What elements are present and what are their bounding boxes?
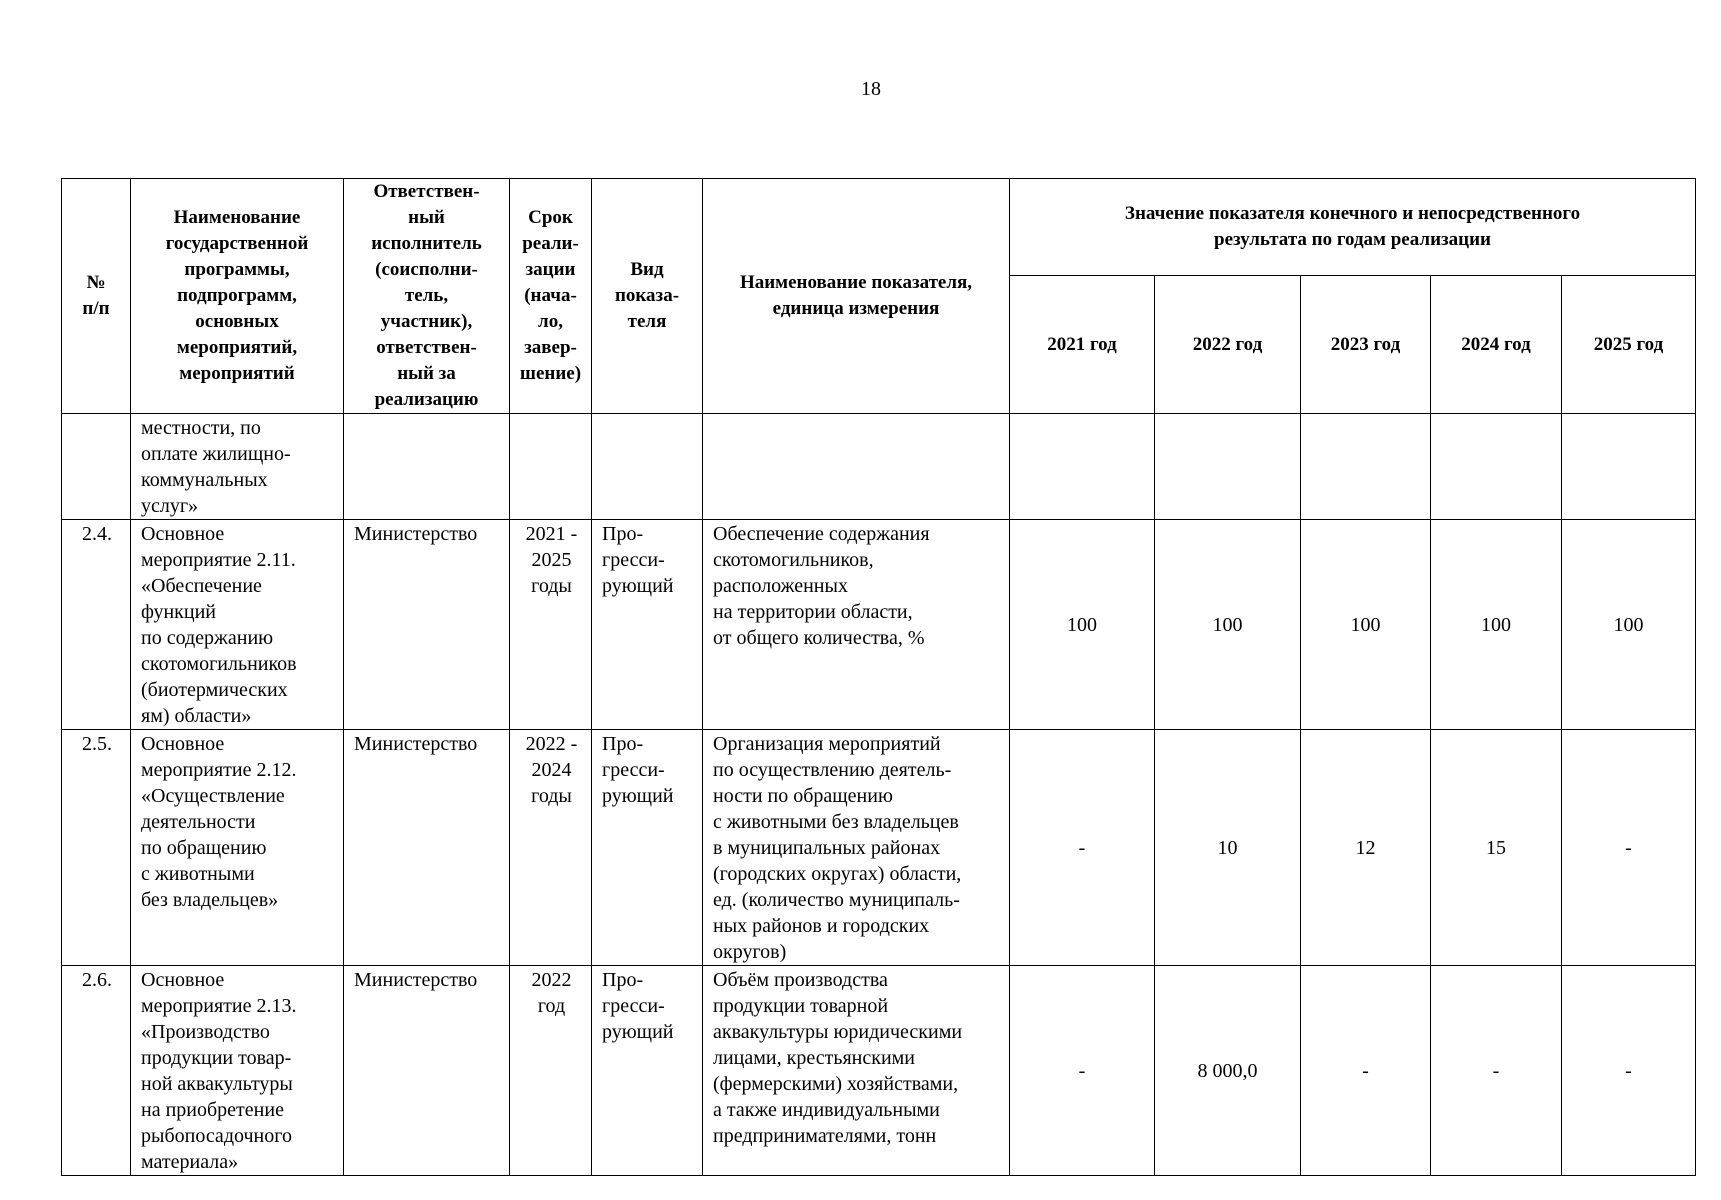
- table-row: [62, 966, 1696, 1176]
- row-indicator-type: [592, 414, 703, 520]
- row-value: 100: [1431, 520, 1562, 730]
- row-program-name: Основное мероприятие 2.12. «Осуществление деятельности по обращению с животными без владельцев»: [131, 730, 344, 966]
- row-value: -: [1562, 730, 1696, 966]
- row-responsible: Министерство: [344, 966, 510, 1176]
- header-program-name: Наименование государственной программы, подпрограмм, основных мероприятий, мероприятий: [131, 179, 344, 414]
- row-indicator-type: Про- гресси- рующий: [592, 520, 703, 730]
- row-value: 12: [1301, 730, 1431, 966]
- row-value: -: [1010, 966, 1155, 1176]
- header-year: 2024 год: [1431, 276, 1562, 414]
- header-responsible: Ответствен- ный исполнитель (соисполни- тель, участник), ответствен- ный за реализацию: [344, 179, 510, 414]
- indicators-table: [61, 178, 1696, 1176]
- row-indicator-name: Обеспечение содержания скотомогильников, расположенных на территории области, от общего количества, %: [703, 520, 1010, 730]
- row-num: 2.6.: [62, 966, 131, 1176]
- header-indicator-type: Вид показа- теля: [592, 179, 703, 414]
- row-num: 2.5.: [62, 730, 131, 966]
- row-indicator-name: [703, 414, 1010, 520]
- row-program-name: Основное мероприятие 2.13. «Производство продукции товар- ной аквакультуры на приобретение рыбопосадочного материала»: [131, 966, 344, 1176]
- row-indicator-type: Про- гресси- рующий: [592, 730, 703, 966]
- row-value: 100: [1010, 520, 1155, 730]
- row-value: 8 000,0: [1155, 966, 1301, 1176]
- row-value: [1301, 414, 1431, 520]
- row-value: [1010, 414, 1155, 520]
- row-value: 100: [1562, 520, 1696, 730]
- header-year: 2023 год: [1301, 276, 1431, 414]
- row-term: 2021 - 2025 годы: [510, 520, 592, 730]
- table-row: [62, 520, 1696, 730]
- row-num: 2.4.: [62, 520, 131, 730]
- row-value: 100: [1155, 520, 1301, 730]
- row-term: 2022 год: [510, 966, 592, 1176]
- row-value: [1155, 414, 1301, 520]
- row-term: 2022 - 2024 годы: [510, 730, 592, 966]
- header-indicator-name: Наименование показателя, единица измерения: [703, 179, 1010, 414]
- row-value: -: [1431, 966, 1562, 1176]
- table-row: [62, 414, 1696, 520]
- row-program-name: Основное мероприятие 2.11. «Обеспечение функций по содержанию скотомогильников (биотермических ям) области»: [131, 520, 344, 730]
- row-value: [1562, 414, 1696, 520]
- row-program-name: местности, по оплате жилищно- коммунальных услуг»: [131, 414, 344, 520]
- row-value: [1431, 414, 1562, 520]
- row-responsible: Министерство: [344, 520, 510, 730]
- row-value: -: [1562, 966, 1696, 1176]
- header-values-group: Значение показателя конечного и непосредственного результата по годам реализации: [1010, 179, 1696, 276]
- header-year: 2022 год: [1155, 276, 1301, 414]
- header-term: Срок реали- зации (нача- ло, завер- шение): [510, 179, 592, 414]
- row-value: 100: [1301, 520, 1431, 730]
- table-row: [62, 730, 1696, 966]
- header-year: 2021 год: [1010, 276, 1155, 414]
- row-indicator-type: Про- гресси- рующий: [592, 966, 703, 1176]
- row-indicator-name: Объём производства продукции товарной аквакультуры юридическими лицами, крестьянскими (фермерскими) хозяйствами, а также индивидуальными предпринимателями, тонн: [703, 966, 1010, 1176]
- row-value: -: [1301, 966, 1431, 1176]
- page-number: 18: [861, 78, 881, 100]
- row-value: 15: [1431, 730, 1562, 966]
- row-value: 10: [1155, 730, 1301, 966]
- row-responsible: Министерство: [344, 730, 510, 966]
- row-value: -: [1010, 730, 1155, 966]
- header-num: № п/п: [62, 179, 131, 414]
- row-num: [62, 414, 131, 520]
- row-responsible: [344, 414, 510, 520]
- row-indicator-name: Организация мероприятий по осуществлению деятель- ности по обращению с животными без владельцев в муниципальных районах (городских округах) области, ед. (количество муниципаль- ных районов и городских округов): [703, 730, 1010, 966]
- header-year: 2025 год: [1562, 276, 1696, 414]
- row-term: [510, 414, 592, 520]
